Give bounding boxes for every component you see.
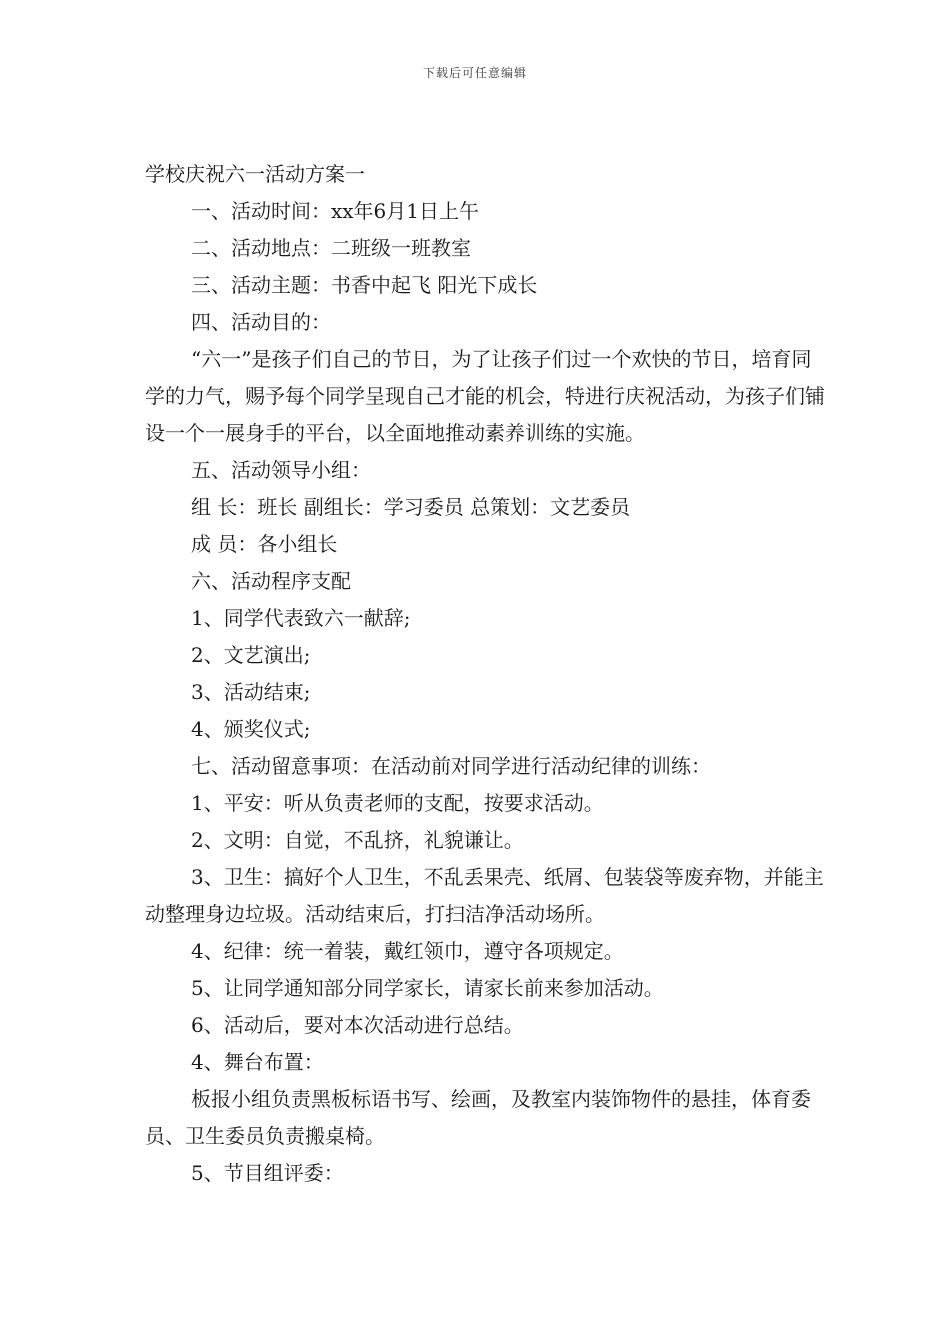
- paragraph-activity-purpose-heading: 四、活动目的：: [191, 310, 331, 334]
- list-item: 4、颁奖仪式;: [191, 717, 311, 741]
- paragraph-program-heading: 六、活动程序支配: [191, 569, 351, 593]
- paragraph-activity-theme: 三、活动主题：书香中起飞 阳光下成长: [191, 273, 538, 297]
- list-item: 2、文艺演出;: [191, 643, 311, 667]
- paragraph-activity-time: 一、活动时间：xx年6月1日上午: [191, 199, 480, 223]
- list-item: 4、纪律：统一着装，戴红领巾，遵守各项规定。: [191, 939, 624, 963]
- list-item: 3、卫生：搞好个人卫生，不乱丢果壳、纸屑、包装袋等废弃物，并能主动整理身边垃圾。活动结束后，打扫洁净活动场所。: [145, 865, 824, 926]
- list-item: 6、活动后，要对本次活动进行总结。: [191, 1013, 524, 1037]
- list-item: 3、活动结束;: [191, 680, 311, 704]
- header-note: 下载后可任意编辑: [422, 66, 527, 80]
- paragraph-leadership-roles: 组 长：班长 副组长：学习委员 总策划：文艺委员: [191, 495, 631, 519]
- document-title: 学校庆祝六一活动方案一: [145, 162, 365, 186]
- list-item: 1、同学代表致六一献辞;: [191, 606, 411, 630]
- paragraph-notes-heading: 七、活动留意事项：在活动前对同学进行活动纪律的训练：: [191, 754, 711, 778]
- paragraph-stage-body: 板报小组负责黑板标语书写、绘画，及教室内装饰物件的悬挂，体育委员、卫生委员负责搬桌椅。: [145, 1087, 811, 1148]
- paragraph-judges-heading: 5、节目组评委：: [191, 1161, 344, 1185]
- paragraph-activity-purpose-body: “六一”是孩子们自己的节日，为了让孩子们过一个欢快的节日，培育同学的力气，赐予每个同学呈现自己才能的机会，特进行庆祝活动，为孩子们铺设一个一展身手的平台，以全面地推动素养训练的实施。: [145, 347, 825, 445]
- paragraph-stage-heading: 4、舞台布置：: [191, 1050, 324, 1074]
- list-item: 1、平安：听从负责老师的支配，按要求活动。: [191, 791, 604, 815]
- paragraph-leadership-members: 成 员：各小组长: [191, 532, 338, 556]
- paragraph-leadership-heading: 五、活动领导小组：: [191, 458, 371, 482]
- paragraph-activity-location: 二、活动地点：二班级一班教室: [191, 236, 471, 260]
- list-item: 2、文明：自觉，不乱挤，礼貌谦让。: [191, 828, 524, 852]
- document-body: [145, 156, 825, 1192]
- list-item: 5、让同学通知部分同学家长，请家长前来参加活动。: [191, 976, 664, 1000]
